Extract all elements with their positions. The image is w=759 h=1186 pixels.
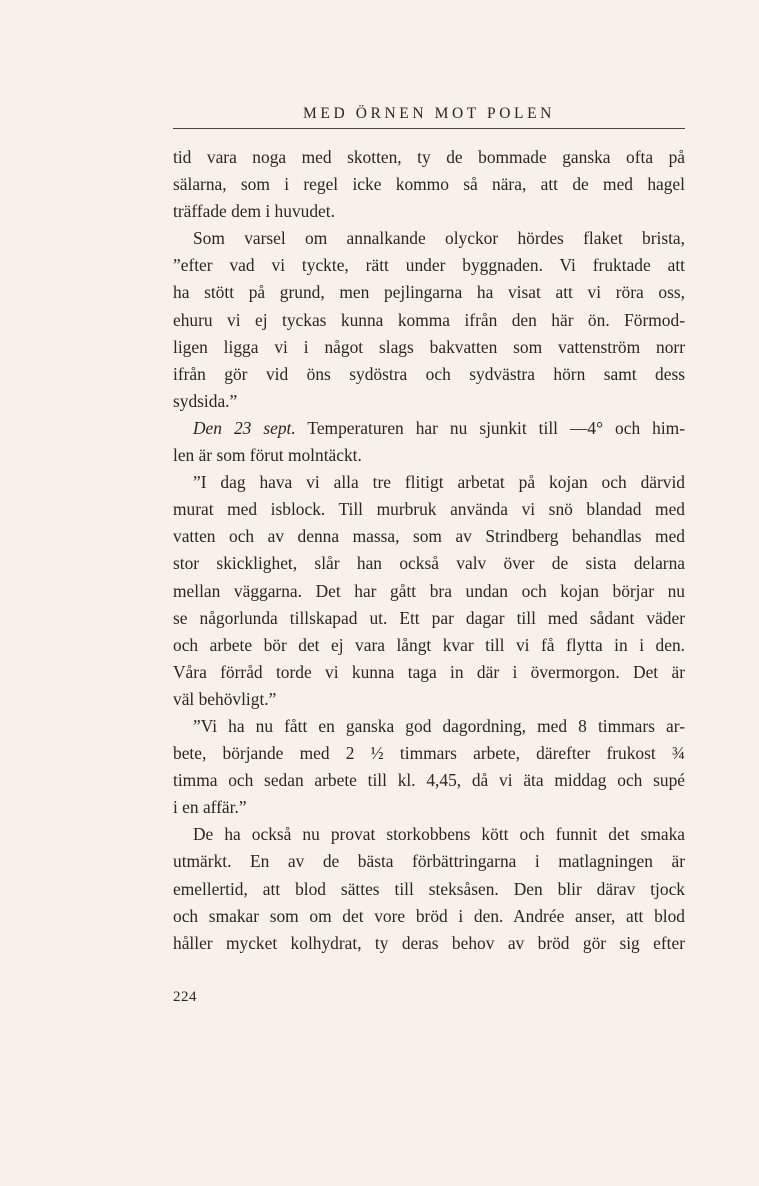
text-line: ligen ligga vi i något slags bakvatten som vattenström norr [173, 336, 685, 357]
text-line: träffade dem i huvudet. [173, 201, 335, 222]
text-line: len är som förut molntäckt. [173, 445, 362, 466]
text-line: i en affär.” [173, 797, 247, 818]
text-line: mellan väggarna. Det har gått bra undan och kojan börjar nu [173, 580, 685, 601]
text-line: murat med isblock. Till murbruk använda vi snö blandad med [173, 499, 685, 520]
text-line-dated [173, 415, 685, 442]
text-line: utmärkt. En av de bästa förbättringarna i matlagningen är [173, 851, 685, 872]
page-number: 224 [173, 989, 197, 1005]
text-line: stor skicklighet, slår han också valv över de sista delarna [173, 553, 685, 574]
text-line: De ha också nu provat storkobbens kött och funnit det smaka [193, 824, 685, 845]
text-line: håller mycket kolhydrat, ty deras behov av bröd gör sig efter [173, 932, 685, 953]
text-line: tid vara noga med skotten, ty de bommade ganska ofta på [173, 147, 685, 167]
text-line: vatten och av denna massa, som av Strindberg behandlas med [173, 526, 685, 547]
text-line: emellertid, att blod sättes till steksåsen. Den blir därav tjock [173, 878, 685, 899]
text-line: ”efter vad vi tyckte, rätt under byggnaden. Vi fruktade att [173, 255, 685, 276]
text-line: bete, börjande med 2 ½ timmars arbete, därefter frukost ¾ [173, 743, 685, 764]
text-line: se någorlunda tillskapad ut. Ett par dagar till med sådant väder [173, 607, 685, 628]
entry-date-text: Temperaturen har nu sjunkit till —4° och him- [307, 417, 685, 438]
text-line: och arbete bör det ej vara långt kvar till vi få flytta in i den. [173, 634, 685, 655]
entry-date: Den 23 sept. [193, 417, 296, 438]
body-text [173, 144, 685, 957]
text-line: ha stött på grund, men pejlingarna ha visat att vi röra oss, [173, 282, 685, 303]
text-line: timma och sedan arbete till kl. 4,45, då vi äta middag och supé [173, 770, 685, 791]
text-line: sydsida.” [173, 390, 238, 411]
text-line: sälarna, som i regel icke kommo så nära, att de med hagel [173, 174, 685, 195]
text-line: och smakar som om det vore bröd i den. Andrée anser, att blod [173, 905, 685, 926]
text-line: Våra förråd torde vi kunna taga in där i övermorgon. Det är [173, 661, 685, 682]
header-rule [173, 128, 685, 129]
text-line: Som varsel om annalkande olyckor hördes flaket brista, [193, 228, 685, 249]
running-head: MED ÖRNEN MOT POLEN [303, 105, 555, 122]
text-line: väl behövligt.” [173, 688, 277, 709]
text-line: ifrån gör vid öns sydöstra och sydvästra hörn samt dess [173, 363, 685, 384]
text-line: ”Vi ha nu fått en ganska god dagordning, med 8 timmars ar- [193, 715, 685, 736]
text-line: ”I dag hava vi alla tre flitigt arbetat på kojan och därvid [193, 472, 685, 493]
text-line: ehuru vi ej tyckas kunna komma ifrån den här ön. Förmod- [173, 309, 685, 330]
